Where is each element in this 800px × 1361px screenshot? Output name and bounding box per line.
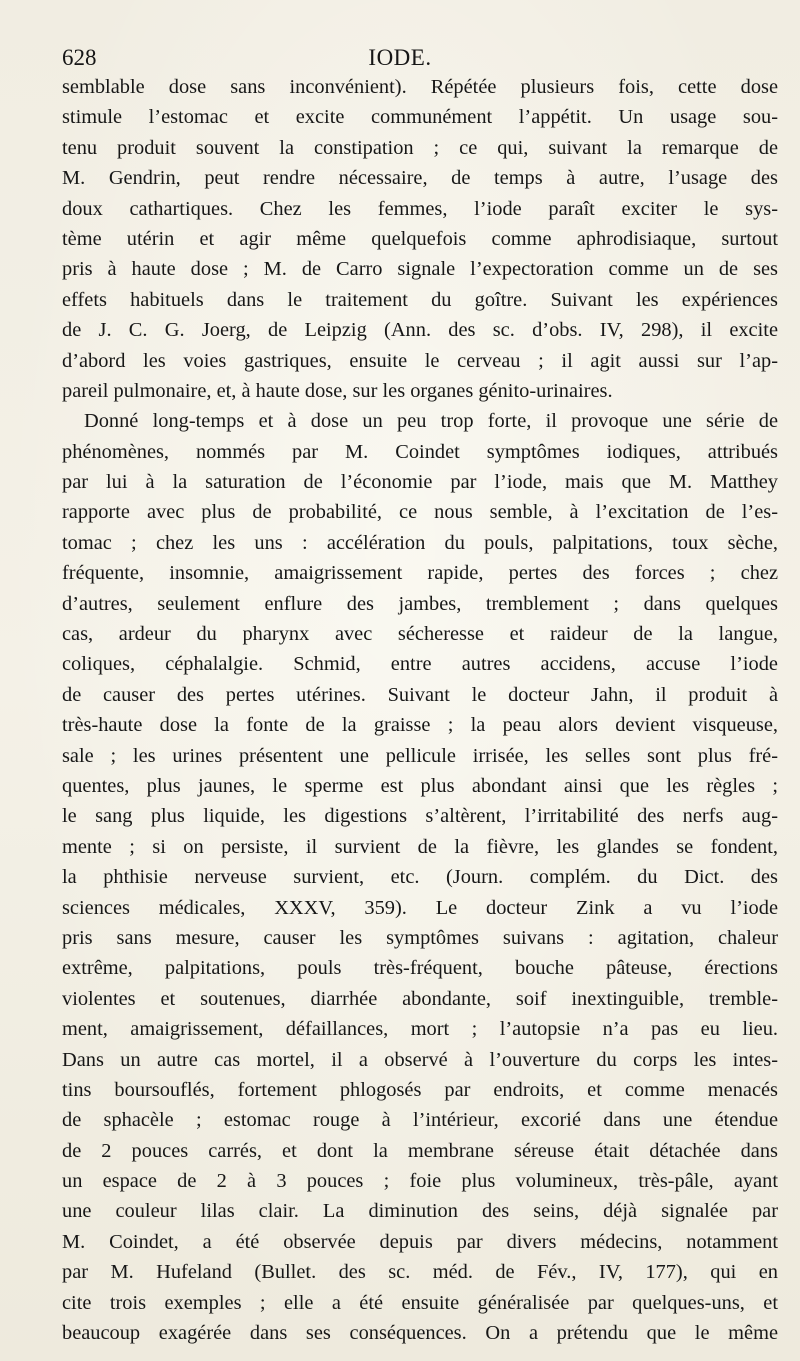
running-head <box>62 40 738 76</box>
text-line: tins boursouflés, fortement phlogosés par endroits, et comme menacés <box>62 1078 778 1101</box>
text-line: ment, amaigrissement, défaillances, mort ; l’autopsie n’a pas eu lieu. <box>62 1018 778 1041</box>
text-line: par M. Hufeland (Bullet. des sc. méd. de Fév., IV, 177), qui en <box>62 1261 778 1284</box>
text-line: rapporte avec plus de probabilité, ce nous semble, à l’excitation de l’es- <box>62 501 778 524</box>
text-line: semblable dose sans inconvénient). Répétée plusieurs fois, cette dose <box>62 76 778 98</box>
text-line: phénomènes, nommés par M. Coindet symptômes iodiques, attribués <box>62 440 778 463</box>
text-line: pareil pulmonaire, et, à haute dose, sur les organes génito-urinaires. <box>62 379 613 402</box>
text-line: pris à haute dose ; M. de Carro signale l’expectoration comme un de ses <box>62 258 778 281</box>
text-line: Donné long-temps et à dose un peu trop forte, il provoque une série de <box>84 410 778 433</box>
running-title: IODE. <box>368 45 432 70</box>
text-line: de 2 pouces carrés, et dont la membrane séreuse était détachée dans <box>62 1139 778 1162</box>
text-line: Dans un autre cas mortel, il a observé à l’ouverture du corps les intes- <box>62 1048 778 1071</box>
text-line: sciences médicales, XXXV, 359). Le docteur Zink a vu l’iode <box>62 896 778 919</box>
text-line: la phthisie nerveuse survient, etc. (Journ. complém. du Dict. des <box>62 866 778 889</box>
text-line: une couleur lilas clair. La diminution des seins, déjà signalée par <box>62 1200 778 1223</box>
body-text <box>62 72 778 1348</box>
text-line: tème utérin et agir même quelquefois comme aphrodisiaque, surtout <box>62 227 778 250</box>
text-line: le sang plus liquide, les digestions s’altèrent, l’irritabilité des nerfs aug- <box>62 805 778 828</box>
text-line: mente ; si on persiste, il survient de la fièvre, les glandes se fondent, <box>62 835 778 858</box>
text-line: effets habituels dans le traitement du goître. Suivant les expériences <box>62 288 778 311</box>
text-line: tenu produit souvent la constipation ; ce qui, suivant la remarque de <box>62 136 778 159</box>
page-number: 628 <box>62 45 97 70</box>
text-line: M. Coindet, a été observée depuis par divers médecins, notamment <box>62 1230 778 1253</box>
text-line: pris sans mesure, causer les symptômes suivans : agitation, chaleur <box>62 926 778 949</box>
text-line: extrême, palpitations, pouls très-fréquent, bouche pâteuse, érections <box>62 957 778 980</box>
text-line: par lui à la saturation de l’économie par l’iode, mais que M. Matthey <box>62 471 778 494</box>
text-line: beaucoup exagérée dans ses conséquences. On a prétendu que le même <box>62 1322 778 1345</box>
text-line: doux cathartiques. Chez les femmes, l’iode paraît exciter le sys- <box>62 197 778 220</box>
text-line: tomac ; chez les uns : accélération du pouls, palpitations, toux sèche, <box>62 531 778 554</box>
text-line: de J. C. G. Joerg, de Leipzig (Ann. des sc. d’obs. IV, 298), il excite <box>62 319 778 342</box>
text-line: M. Gendrin, peut rendre nécessaire, de temps à autre, l’usage des <box>62 167 778 190</box>
text-line: de sphacèle ; estomac rouge à l’intérieur, excorié dans une étendue <box>62 1109 778 1132</box>
text-line: cite trois exemples ; elle a été ensuite généralisée par quelques-uns, et <box>62 1291 778 1314</box>
text-line: fréquente, insomnie, amaigrissement rapide, pertes des forces ; chez <box>62 562 778 585</box>
text-line: d’abord les voies gastriques, ensuite le cerveau ; il agit aussi sur l’ap- <box>62 349 778 372</box>
text-line: très-haute dose la fonte de la graisse ; la peau alors devient visqueuse, <box>62 714 778 737</box>
text-line: cas, ardeur du pharynx avec sécheresse et raideur de la langue, <box>62 623 778 646</box>
text-line: quentes, plus jaunes, le sperme est plus abondant ainsi que les règles ; <box>62 774 778 797</box>
text-line: un espace de 2 à 3 pouces ; foie plus volumineux, très-pâle, ayant <box>62 1170 778 1193</box>
text-line: violentes et soutenues, diarrhée abondante, soif inextinguible, tremble- <box>62 987 778 1010</box>
text-line: coliques, céphalalgie. Schmid, entre autres accidens, accuse l’iode <box>62 653 778 676</box>
text-line: de causer des pertes utérines. Suivant le docteur Jahn, il produit à <box>62 683 778 706</box>
text-line: d’autres, seulement enflure des jambes, tremblement ; dans quelques <box>62 592 778 615</box>
text-line: sale ; les urines présentent une pellicule irrisée, les selles sont plus fré- <box>62 744 778 767</box>
text-line: stimule l’estomac et excite communément l’appétit. Un usage sou- <box>62 106 778 129</box>
